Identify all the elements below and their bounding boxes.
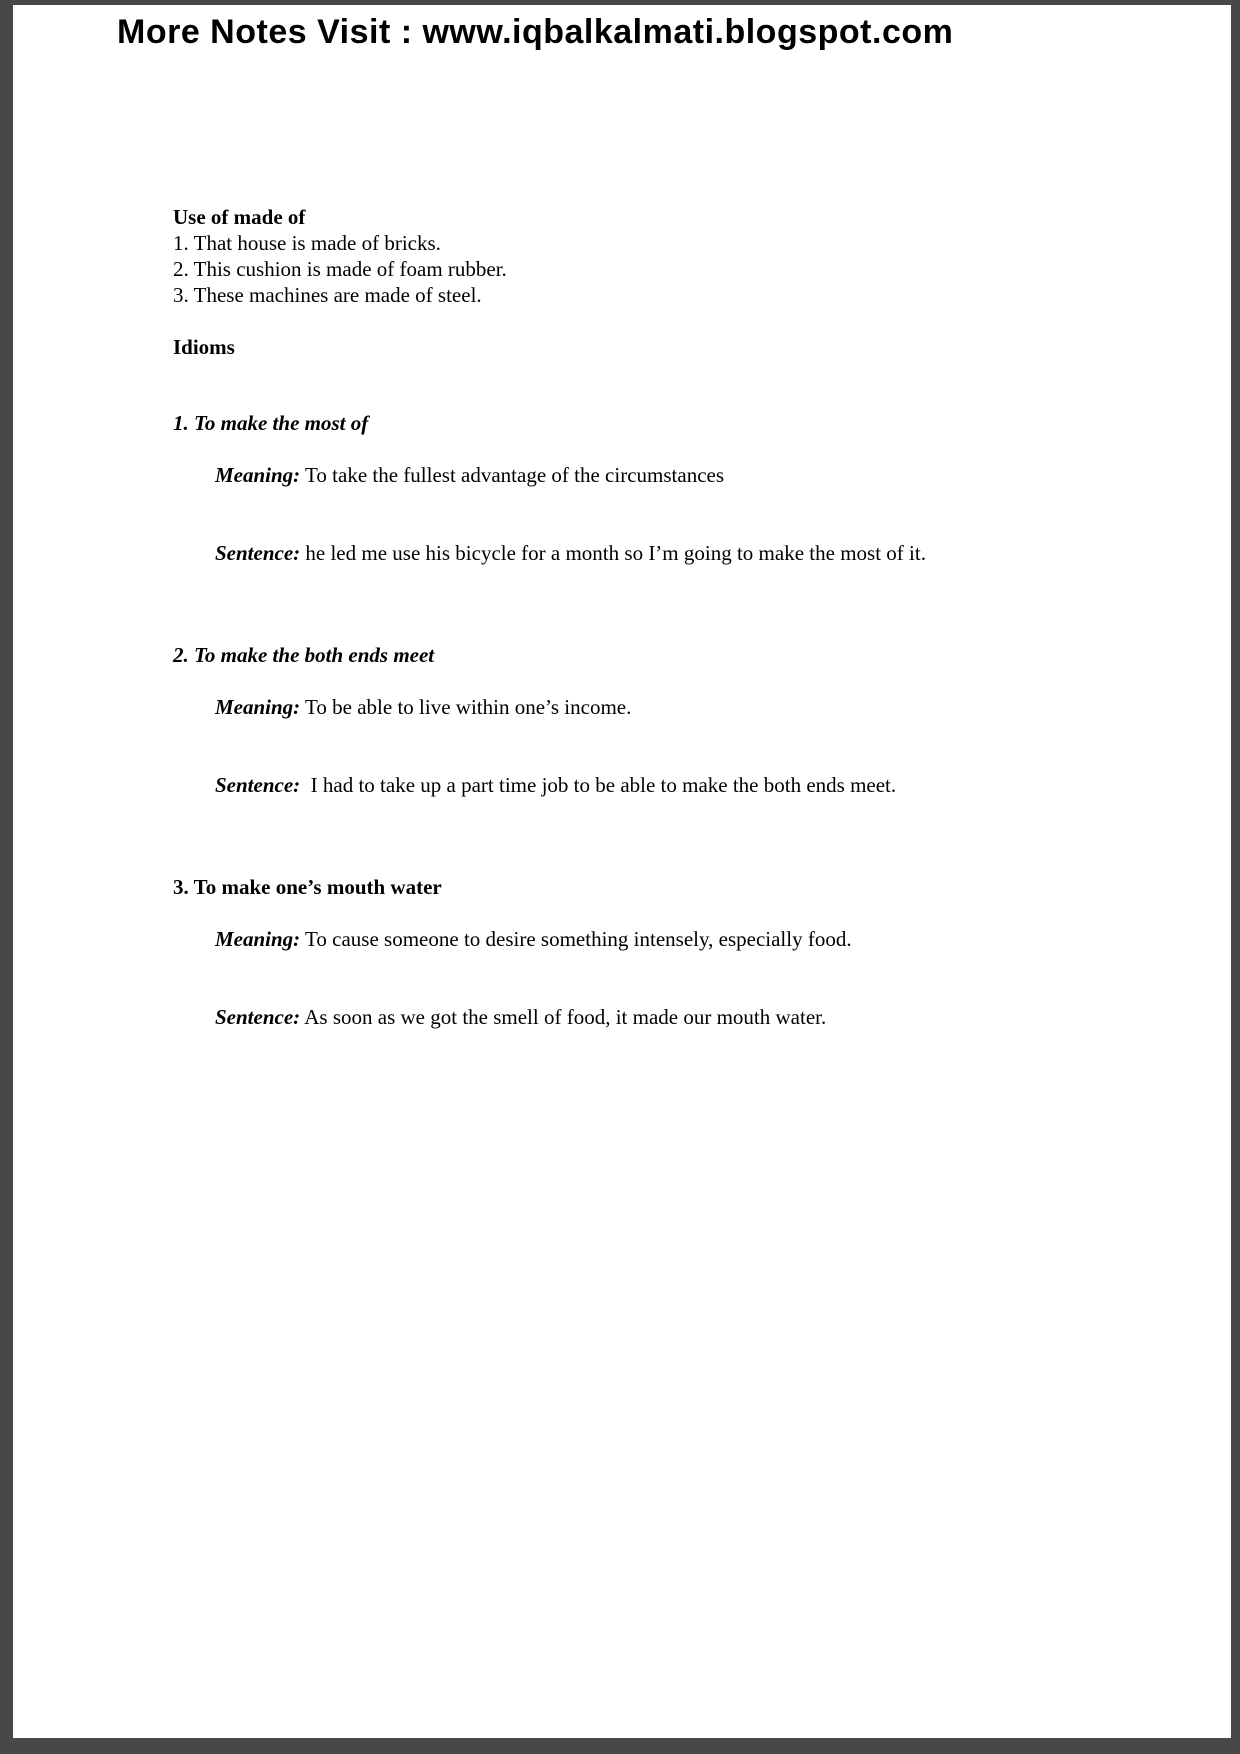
blank-line bbox=[173, 386, 1141, 410]
sentence-label: Sentence: bbox=[215, 773, 301, 797]
sentence-text: he led me use his bicycle for a month so I’m going to make the most of it. bbox=[300, 541, 926, 565]
idiom-entry bbox=[173, 410, 1141, 592]
list-item: 1. That house is made of bricks. bbox=[173, 231, 441, 255]
page-header-title: More Notes Visit : www.iqbalkalmati.blogspot.com bbox=[117, 13, 954, 51]
idiom-entry bbox=[173, 642, 1141, 824]
idiom-sentence-line bbox=[173, 746, 1141, 824]
idiom-title: 2. To make the both ends meet bbox=[173, 643, 435, 667]
document-body bbox=[173, 204, 1141, 1056]
idiom-meaning-line bbox=[173, 668, 1141, 746]
meaning-text: To cause someone to desire something intensely, especially food. bbox=[300, 927, 852, 951]
blank-line bbox=[173, 308, 1141, 334]
blank-line bbox=[173, 592, 1141, 618]
list-item: 2. This cushion is made of foam rubber. bbox=[173, 257, 507, 281]
blank-line bbox=[173, 618, 1141, 642]
meaning-text: To be able to live within one’s income. bbox=[300, 695, 632, 719]
meaning-label: Meaning: bbox=[215, 927, 301, 951]
section-heading-use-of-made-of: Use of made of bbox=[173, 205, 306, 229]
idiom-title: 3. To make one’s mouth water bbox=[173, 875, 442, 899]
idiom-sentence-line bbox=[173, 514, 1141, 592]
meaning-label: Meaning: bbox=[215, 695, 301, 719]
blank-line bbox=[173, 824, 1141, 850]
blank-line bbox=[173, 360, 1141, 386]
sentence-label: Sentence: bbox=[215, 1005, 301, 1029]
meaning-text: To take the fullest advantage of the circumstances bbox=[300, 463, 725, 487]
sentence-text: I had to take up a part time job to be able to make the both ends meet. bbox=[300, 773, 897, 797]
idiom-meaning-line bbox=[173, 436, 1141, 514]
sentence-label: Sentence: bbox=[215, 541, 301, 565]
idiom-title: 1. To make the most of bbox=[173, 411, 369, 435]
list-item: 3. These machines are made of steel. bbox=[173, 283, 482, 307]
idiom-meaning-line bbox=[173, 900, 1141, 978]
section-heading-idioms: Idioms bbox=[173, 335, 235, 359]
blank-line bbox=[173, 850, 1141, 874]
idiom-sentence-line bbox=[173, 978, 1141, 1056]
sentence-text: As soon as we got the smell of food, it made our mouth water. bbox=[300, 1005, 827, 1029]
idiom-entry bbox=[173, 874, 1141, 1056]
meaning-label: Meaning: bbox=[215, 463, 301, 487]
